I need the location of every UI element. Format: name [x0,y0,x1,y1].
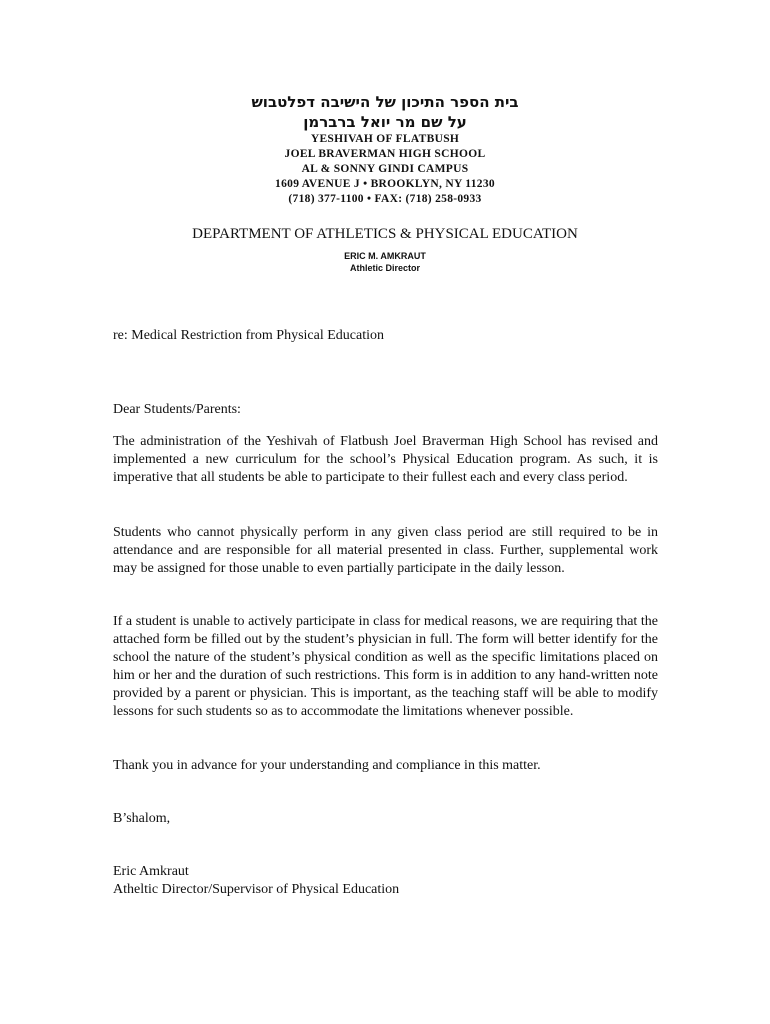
paragraph-attendance: Students who cannot physically perform in any given class period are still required to be in attendance and are responsible for all material presented in class. Further, supplemental work may be assigned for those unable to even partially participate in the daily lesson. [113,525,658,576]
hebrew-school-name: בית הספר התיכון של הישיבה דפלטבוש [251,93,519,111]
salutation: Dear Students/Parents: [113,402,241,417]
paragraph-curriculum: The administration of the Yeshivah of Flatbush Joel Braverman High School has revised and implemented a new curriculum for the school’s Physical Education program. As such, it is imperative that all students be able to participate to their fullest each and every class period. [113,434,658,485]
paragraph-medical-form: If a student is unable to actively participate in class for medical reasons, we are requiring that the attached form be filled out by the student’s physician in full. The form will better identify for the school the nature of the student’s physical condition as well as the specific limitations placed on him or her and the duration of such restrictions. This form is in addition to any hand-written note provided by a parent or physician. This is important, as the teaching staff will be able to modify lessons for such students so as to accommodate the limitations whenever possible. [113,614,658,719]
high-school-name: JOEL BRAVERMAN HIGH SCHOOL [284,148,486,160]
director-block [0,250,770,274]
school-name: YESHIVAH OF FLATBUSH [310,133,460,145]
signature-title: Atheltic Director/Supervisor of Physical Education [113,882,400,897]
school-phone-fax: (718) 377-1100 • FAX: (718) 258-0933 [288,193,482,205]
paragraph-thanks: Thank you in advance for your understanding and compliance in this matter. [113,758,541,773]
campus-name: AL & SONNY GINDI CAMPUS [301,163,469,175]
director-name: ERIC M. AMKRAUT [344,251,426,261]
hebrew-dedication: על שם מר יואל ברברמן [303,113,467,131]
closing: B’shalom, [113,811,171,826]
letterhead [0,92,770,207]
signature-name: Eric Amkraut [113,864,189,879]
school-address: 1609 AVENUE J • BROOKLYN, NY 11230 [275,178,495,190]
subject-line: re: Medical Restriction from Physical Education [113,328,384,343]
department-title: DEPARTMENT OF ATHLETICS & PHYSICAL EDUCATION [192,226,578,242]
director-title: Athletic Director [349,263,420,273]
